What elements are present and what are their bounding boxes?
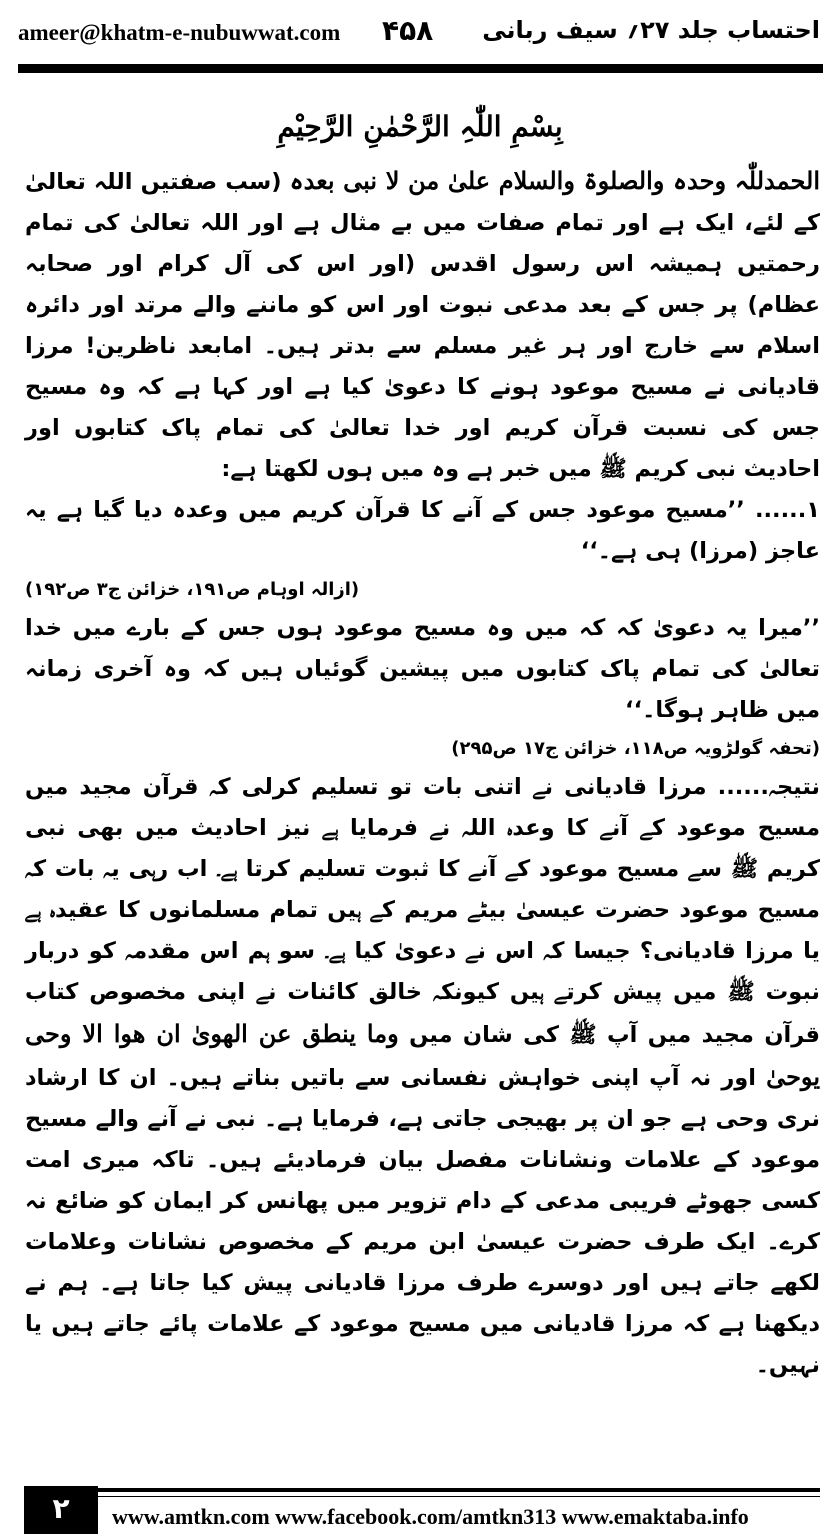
header-book-title: احتساب جلد ۲۷؍ سیف ربانی <box>482 16 820 44</box>
bismillah: بِسْمِ اللّٰہِ الرَّحْمٰنِ الرَّحِیْمِ <box>277 110 563 143</box>
intro-text: (سب صفتیں اللہ تعالیٰ کے لئے، ایک ہے اور تمام صفات میں بے مثال ہے اور اللہ تعالیٰ کی تمام رحمتیں ہمیشہ اس رسول اقدس (اور اس کی آل کرام اور صحابہ عظام) پر جس کے بعد مدعی نبوت اور اس کو ماننے والے مرتد اور دائرہ اسلام سے خارج اور ہر غیر مسلم سے بدتر ہیں۔ امابعد ناظرین! مرزا قادیانی نے مسیح موعود ہونے کا دعویٰ کیا ہے اور کہا ہے کہ وہ مسیح جس کی نسبت قرآن کریم اور خدا تعالیٰ کی تمام پاک کتابوں اور احادیث نبی کریم ﷺ میں خبر ہے وہ میں ہوں لکھتا ہے: <box>25 169 820 482</box>
header-email: ameer@khatm-e-nubuwwat.com <box>18 20 341 45</box>
footer-page-box: ۲ <box>24 1486 98 1534</box>
conclusion-arabic: وما ینطق عن الھویٰ ان ھوا الا وحی یوحیٰ <box>25 1019 820 1091</box>
quote-1 <box>25 490 820 572</box>
quote-1-number: ۱...... <box>754 497 820 523</box>
header-page-number: ۴۵۸ <box>382 14 434 47</box>
footer-rule-thin <box>24 1496 820 1497</box>
quote-1-reference: (ازالہ اوہام ص۱۹۱، خزائن ج۳ ص۱۹۲) <box>25 579 360 600</box>
quote-2-text: ’’میرا یہ دعویٰ کہ کہ میں وہ مسیح موعود ہوں جس کے بارے میں خدا تعالیٰ کی تمام پاک کتابوں میں پیشین گوئیاں ہیں کہ وہ آخری زمانہ میں ظاہر ہوگا۔‘‘ <box>25 615 820 723</box>
footer-links: www.amtkn.com www.facebook.com/amtkn313 www.emaktaba.info <box>112 1504 749 1529</box>
conclusion-paragraph <box>25 767 820 1386</box>
footer-rule-thick <box>24 1488 820 1492</box>
conclusion-label: نتیجہ...... <box>717 774 820 800</box>
page-footer <box>0 1486 840 1540</box>
conclusion-text-b: اور نہ آپ اپنی خواہش نفسانی سے باتیں بناتے ہیں۔ ان کا ارشاد نری وحی ہے جو ان پر بھیجی جاتی ہے، فرمایا ہے۔ نبی نے آنے والے مسیح موعود کے علامات ونشانات مفصل بیان فرمادیئے ہیں۔ تاکہ میری امت کسی جھوٹے فریبی مدعی کے دام تزویر میں پھانس کر ایمان کو ضائع نہ کرے۔ ایک طرف حضرت عیسیٰ ابن مریم کے مخصوص نشانات وعلامات لکھے جاتے ہیں اور دوسرے طرف مرزا قادیانی پیش کیا جاتا ہے۔ ہم نے دیکھنا ہے کہ مرزا قادیانی میں مسیح موعود کے علامات پائے جاتے ہیں یا نہیں۔ <box>25 1065 820 1378</box>
quote-1-text: ’’مسیح موعود جس کے آنے کا قرآن کریم میں وعدہ دیا گیا ہے یہ عاجز (مرزا) ہی ہے۔‘‘ <box>25 497 820 564</box>
page-header <box>0 0 840 80</box>
intro-paragraph <box>25 160 820 490</box>
page-body <box>25 160 820 1386</box>
conclusion-text-a: مرزا قادیانی نے اتنی بات تو تسلیم کرلی کہ قرآن مجید میں مسیح موعود کے آنے کا وعدہ اللہ نے فرمایا ہے نیز احادیث میں بھی نبی کریم ﷺ سے مسیح موعود کے آنے کا ثبوت تسلیم کرتا ہے۔ اب رہی یہ بات کہ مسیح موعود حضرت عیسیٰ بیٹے مریم کے ہیں تمام مسلمانوں کا عقیدہ ہے یا مرزا قادیانی؟ جیسا کہ اس نے دعویٰ کیا ہے۔ سو ہم اس مقدمہ کو دربار نبوت ﷺ میں پیش کرتے ہیں کیونکہ خالق کائنات نے اپنی مخصوص کتاب قرآن مجید میں آپ ﷺ کی شان میں <box>25 774 820 1048</box>
header-rule <box>18 64 823 73</box>
quote-2 <box>25 608 820 731</box>
intro-arabic: الحمدللّٰہ وحدہ والصلوۃ والسلام علیٰ من لا نبی بعدہ <box>289 166 820 195</box>
quote-2-reference: (تحفہ گولڑویہ ص۱۱۸، خزائن ج۱۷ ص۲۹۵) <box>451 738 820 759</box>
